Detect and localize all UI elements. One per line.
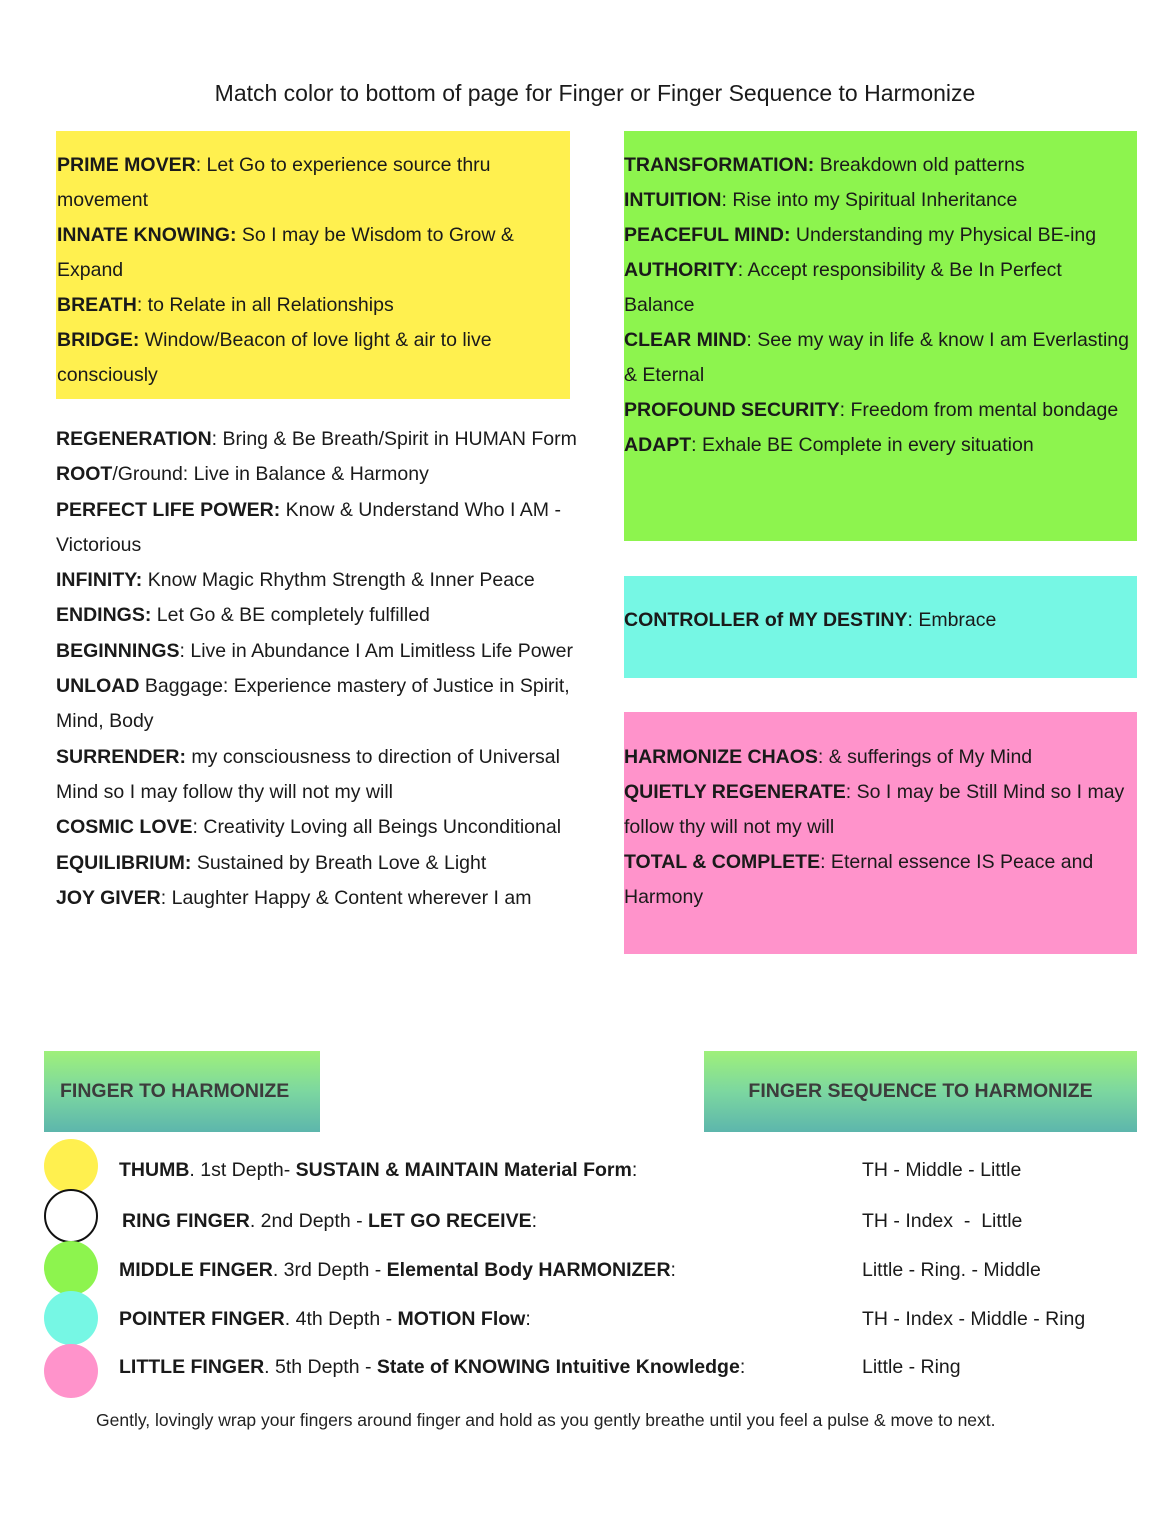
- affirmation-text: Know & Understand Who I AM - Victorious: [56, 498, 561, 556]
- finger-quality: MOTION Flow: [397, 1308, 526, 1330]
- affirmation-term: ROOT: [56, 463, 113, 486]
- affirmation-text: So I may be Still Mind so I may follow thy will not my will: [624, 781, 1125, 838]
- finger-depth: . 2nd Depth -: [249, 1210, 368, 1232]
- affirmation-term: TRANSFORMATION:: [624, 154, 815, 176]
- sequence-header-label: FINGER SEQUENCE TO HARMONIZE: [748, 1080, 1093, 1102]
- affirmation-term: CLEAR MIND: [624, 329, 747, 351]
- affirmation-separator: :: [907, 609, 913, 631]
- affirmation-text: Embrace: [912, 609, 997, 631]
- finger-label: [119, 1159, 637, 1182]
- finger-sequence: TH - Index - Little: [862, 1210, 1023, 1232]
- affirmation-term: AUTHORITY: [624, 259, 738, 281]
- finger-header-label: FINGER TO HARMONIZE: [60, 1080, 290, 1102]
- affirmation-term: PRIME MOVER: [57, 154, 196, 176]
- affirmation-text: & sufferings of My Mind: [823, 746, 1033, 768]
- affirmation-item: [624, 148, 1133, 183]
- affirmation-item: [624, 323, 1133, 393]
- affirmation-text: So I may be Wisdom to Grow & Expand: [57, 224, 514, 281]
- affirmation-text: Let Go & BE completely fulfilled: [151, 604, 430, 627]
- affirmation-separator: :: [160, 886, 167, 909]
- affirmation-item: [56, 493, 596, 564]
- affirmation-item: [56, 669, 596, 740]
- affirmation-text: Live in Abundance I Am Limitless Life Power: [184, 639, 573, 662]
- affirmation-item: [56, 846, 596, 881]
- affirmation-text: Accept responsibility & Be In Perfect Balance: [624, 259, 1062, 316]
- affirmation-text: Let Go to experience source thru movement: [57, 154, 491, 211]
- affirmation-separator: :: [746, 329, 752, 351]
- affirmation-term: EQUILIBRIUM:: [56, 851, 192, 874]
- affirmation-item: [57, 148, 556, 218]
- affirmation-text: to Relate in all Relationships: [142, 294, 394, 316]
- finger-colon: :: [525, 1308, 531, 1330]
- yellow-affirmations-box: [56, 131, 570, 399]
- green-affirmations-box: [624, 131, 1137, 541]
- affirmation-separator: :: [136, 294, 143, 316]
- affirmation-item: [56, 422, 596, 457]
- finger-row: [0, 1342, 1170, 1392]
- affirmation-separator: :: [179, 639, 185, 662]
- affirmation-separator: :: [845, 781, 852, 803]
- affirmation-separator: :: [721, 189, 727, 211]
- finger-sequence: TH - Index - Middle - Ring: [862, 1308, 1086, 1330]
- finger-to-harmonize-header: [44, 1051, 320, 1132]
- affirmation-term: UNLOAD: [56, 675, 140, 698]
- affirmation-text: Eternal essence IS Peace and Harmony: [624, 851, 1094, 908]
- affirmation-term: JOY GIVER: [56, 886, 161, 909]
- affirmation-text: Laughter Happy & Content wherever I am: [166, 886, 532, 909]
- affirmation-text: Understanding my Physical BE-ing: [790, 224, 1097, 246]
- affirmation-text: Rise into my Spiritual Inheritance: [726, 189, 1018, 211]
- affirmation-item: [57, 323, 556, 393]
- affirmation-item: [56, 563, 596, 598]
- finger-quality: SUSTAIN & MAINTAIN Material Form: [295, 1159, 632, 1181]
- affirmation-term: INNATE KNOWING:: [57, 224, 237, 246]
- finger-label: [119, 1259, 676, 1282]
- affirmation-text: /Ground: Live in Balance & Harmony: [112, 463, 429, 486]
- affirmation-text: Window/Beacon of love light & air to live consciously: [57, 329, 492, 386]
- finger-name: MIDDLE FINGER: [119, 1259, 273, 1281]
- affirmation-text: Creativity Loving all Beings Unconditional: [197, 816, 562, 839]
- finger-colon: :: [739, 1356, 746, 1378]
- affirmation-term: HARMONIZE CHAOS: [624, 746, 818, 768]
- finger-colon: :: [531, 1210, 538, 1232]
- finger-sequence: Little - Ring: [862, 1356, 961, 1378]
- finger-colon: :: [670, 1259, 676, 1281]
- finger-sequence: Little - Ring. - Middle: [862, 1259, 1041, 1281]
- affirmation-item: [56, 810, 596, 845]
- affirmation-term: INFINITY:: [56, 569, 143, 592]
- finger-depth: . 1st Depth-: [189, 1159, 296, 1181]
- affirmation-text: Baggage: Experience mastery of Justice in Spirit, Mind, Body: [56, 675, 570, 733]
- affirmation-item: [624, 183, 1133, 218]
- affirmation-text: Sustained by Breath Love & Light: [191, 851, 487, 874]
- affirmation-text: Exhale BE Complete in every situation: [696, 434, 1034, 456]
- affirmation-separator: :: [195, 154, 202, 176]
- affirmation-separator: :: [192, 816, 198, 839]
- affirmation-item: [56, 881, 596, 916]
- finger-quality: Elemental Body HARMONIZER: [386, 1259, 671, 1281]
- finger-row: [0, 1245, 1170, 1295]
- finger-depth: . 3rd Depth -: [272, 1259, 387, 1281]
- finger-name: THUMB: [119, 1159, 190, 1181]
- affirmation-term: PEACEFUL MIND:: [624, 224, 791, 246]
- affirmation-item: [56, 740, 596, 811]
- finger-quality: State of KNOWING Intuitive Knowledge: [376, 1356, 740, 1378]
- affirmation-separator: :: [737, 259, 744, 281]
- affirmation-item: [57, 218, 556, 288]
- finger-name: LITTLE FINGER: [119, 1356, 265, 1378]
- finger-name: RING FINGER: [122, 1210, 250, 1232]
- affirmation-term: QUIETLY REGENERATE: [624, 781, 846, 803]
- instructions-footer: Gently, lovingly wrap your fingers around finger and hold as you gently breathe until you feel a pulse & move to next.: [96, 1410, 996, 1430]
- finger-depth: . 4th Depth -: [284, 1308, 398, 1330]
- affirmation-text: Bring & Be Breath/Spirit in HUMAN Form: [217, 428, 577, 450]
- affirmation-item: [624, 740, 1133, 775]
- finger-row: [0, 1145, 1170, 1195]
- affirmation-item: [624, 393, 1133, 428]
- finger-row: [0, 1294, 1170, 1344]
- affirmation-text: Freedom from mental bondage: [845, 399, 1119, 421]
- affirmation-term: INTUITION: [624, 189, 722, 211]
- affirmation-item: [56, 598, 596, 633]
- affirmation-item: [624, 845, 1133, 915]
- pink-affirmations-box: [624, 712, 1137, 954]
- affirmation-term: ENDINGS:: [56, 604, 152, 627]
- affirmation-term: CONTROLLER of MY DESTINY: [624, 609, 908, 631]
- affirmation-text: See my way in life & know I am Everlasting & Eternal: [624, 329, 1129, 386]
- finger-depth: . 5th Depth -: [264, 1356, 377, 1378]
- affirmation-item: [624, 253, 1133, 323]
- affirmation-item: [624, 428, 1133, 463]
- finger-row: [0, 1196, 1170, 1246]
- affirmation-item: [56, 457, 596, 492]
- affirmation-term: TOTAL & COMPLETE: [624, 851, 821, 873]
- affirmation-term: ADAPT: [624, 434, 692, 456]
- affirmation-text: Breakdown old patterns: [814, 154, 1025, 176]
- affirmation-term: BEGINNINGS: [56, 639, 180, 662]
- white-affirmations-list: [56, 422, 596, 916]
- page-title: Match color to bottom of page for Finger or Finger Sequence to Harmonize: [214, 80, 976, 106]
- finger-name: POINTER FINGER: [119, 1308, 285, 1330]
- cyan-affirmations-box: [624, 576, 1137, 678]
- finger-colon: :: [631, 1159, 638, 1181]
- finger-quality: LET GO RECEIVE: [368, 1210, 532, 1232]
- affirmation-item: [624, 218, 1133, 253]
- affirmation-text: Know Magic Rhythm Strength & Inner Peace: [142, 569, 535, 592]
- affirmation-term: BREATH: [57, 294, 137, 316]
- affirmation-term: SURRENDER:: [56, 745, 187, 768]
- affirmation-term: BRIDGE:: [57, 329, 140, 351]
- affirmation-item: [57, 288, 556, 323]
- finger-label: [119, 1308, 531, 1331]
- affirmation-item: [624, 775, 1133, 845]
- affirmation-term: PERFECT LIFE POWER:: [56, 498, 281, 521]
- finger-sequence: TH - Middle - Little: [862, 1159, 1022, 1181]
- affirmation-term: REGENERATION: [56, 428, 212, 450]
- affirmation-separator: :: [211, 428, 218, 450]
- affirmation-text: my consciousness to direction of Universal Mind so I may follow thy will not my will: [56, 745, 560, 803]
- finger-sequence-header: [704, 1051, 1137, 1132]
- affirmation-term: COSMIC LOVE: [56, 816, 193, 839]
- affirmation-separator: :: [817, 746, 824, 768]
- affirmation-item: [56, 634, 596, 669]
- finger-label: [119, 1356, 745, 1379]
- affirmation-separator: :: [820, 851, 826, 873]
- finger-label: [122, 1210, 537, 1233]
- affirmation-separator: :: [691, 434, 697, 456]
- affirmation-item: [624, 603, 1133, 638]
- affirmation-term: PROFOUND SECURITY: [624, 399, 840, 421]
- affirmation-separator: :: [839, 399, 846, 421]
